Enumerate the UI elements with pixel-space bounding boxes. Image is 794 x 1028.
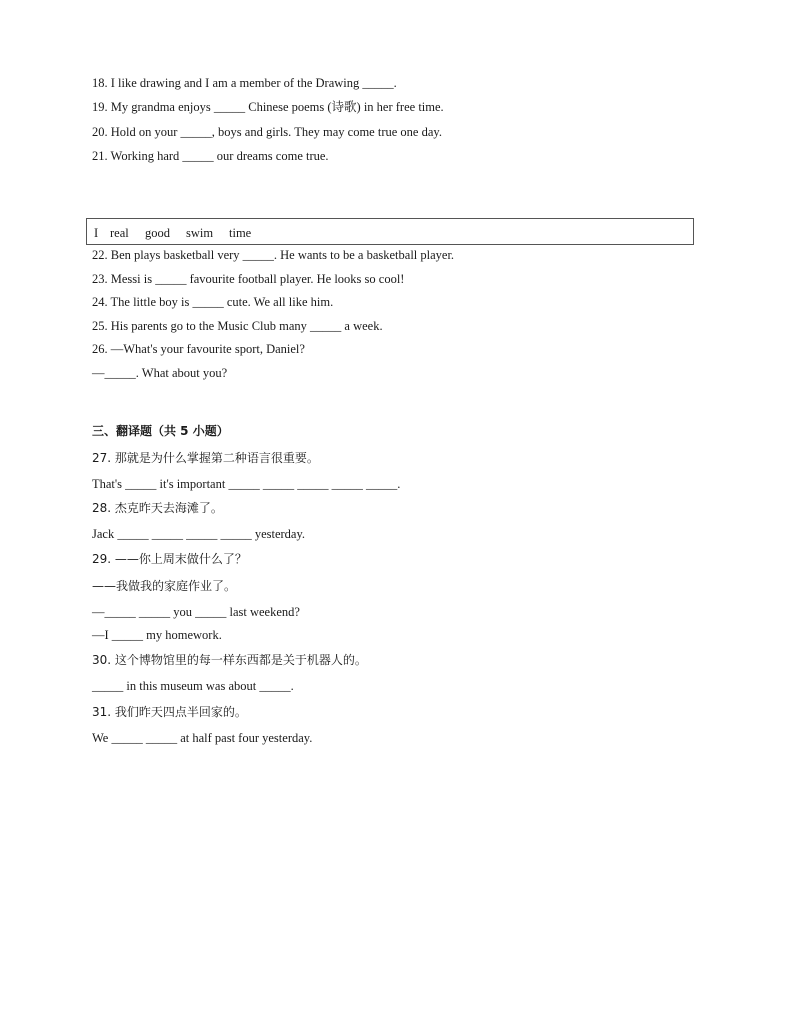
question-18: 18. I like drawing and I am a member of the Drawing _____. bbox=[92, 76, 397, 90]
question-29-answer-2: —I _____ my homework. bbox=[92, 628, 222, 642]
question-28-answer: Jack _____ _____ _____ _____ yesterday. bbox=[92, 527, 306, 541]
question-21: 21. Working hard _____ our dreams come true. bbox=[92, 149, 329, 163]
section-heading: 三、翻译题（共 5 小题） bbox=[92, 424, 229, 438]
question-19: 19. My grandma enjoys _____ Chinese poems (诗歌) in her free time. bbox=[92, 100, 444, 114]
question-29: 29. ——你上周末做什么了？ bbox=[92, 552, 247, 566]
question-29-response: ——我做我的家庭作业了。 bbox=[92, 579, 237, 593]
question-26-answer: —_____. What about you? bbox=[92, 366, 228, 380]
question-23: 23. Messi is _____ favourite football player. He looks so cool! bbox=[92, 272, 405, 286]
word-bank-box bbox=[86, 218, 694, 245]
word-bank-item: swim bbox=[186, 226, 214, 240]
question-31-answer: We _____ _____ at half past four yesterday. bbox=[92, 731, 313, 745]
question-31: 31. 我们昨天四点半回家的。 bbox=[92, 705, 247, 719]
question-25: 25. His parents go to the Music Club many _____ a week. bbox=[92, 319, 383, 333]
question-29-answer-1: —_____ _____ you _____ last weekend? bbox=[92, 605, 300, 619]
question-27-answer: That's _____ it's important _____ _____ _____ _____ _____. bbox=[92, 477, 401, 491]
word-bank-item: good bbox=[145, 226, 170, 240]
question-30-answer: _____ in this museum was about _____. bbox=[92, 679, 294, 693]
question-28: 28. 杰克昨天去海滩了。 bbox=[92, 501, 223, 515]
word-bank-item: time bbox=[229, 226, 252, 240]
question-30: 30. 这个博物馆里的每一样东西都是关于机器人的。 bbox=[92, 653, 367, 667]
word-bank-item: I bbox=[94, 226, 99, 240]
question-22: 22. Ben plays basketball very _____. He wants to be a basketball player. bbox=[92, 248, 455, 262]
question-27: 27. 那就是为什么掌握第二种语言很重要。 bbox=[92, 451, 319, 465]
question-26: 26. —What's your favourite sport, Daniel? bbox=[92, 342, 305, 356]
word-bank-item: real bbox=[110, 226, 129, 240]
question-24: 24. The little boy is _____ cute. We all like him. bbox=[92, 295, 334, 309]
question-20: 20. Hold on your _____, boys and girls. They may come true one day. bbox=[92, 125, 442, 139]
